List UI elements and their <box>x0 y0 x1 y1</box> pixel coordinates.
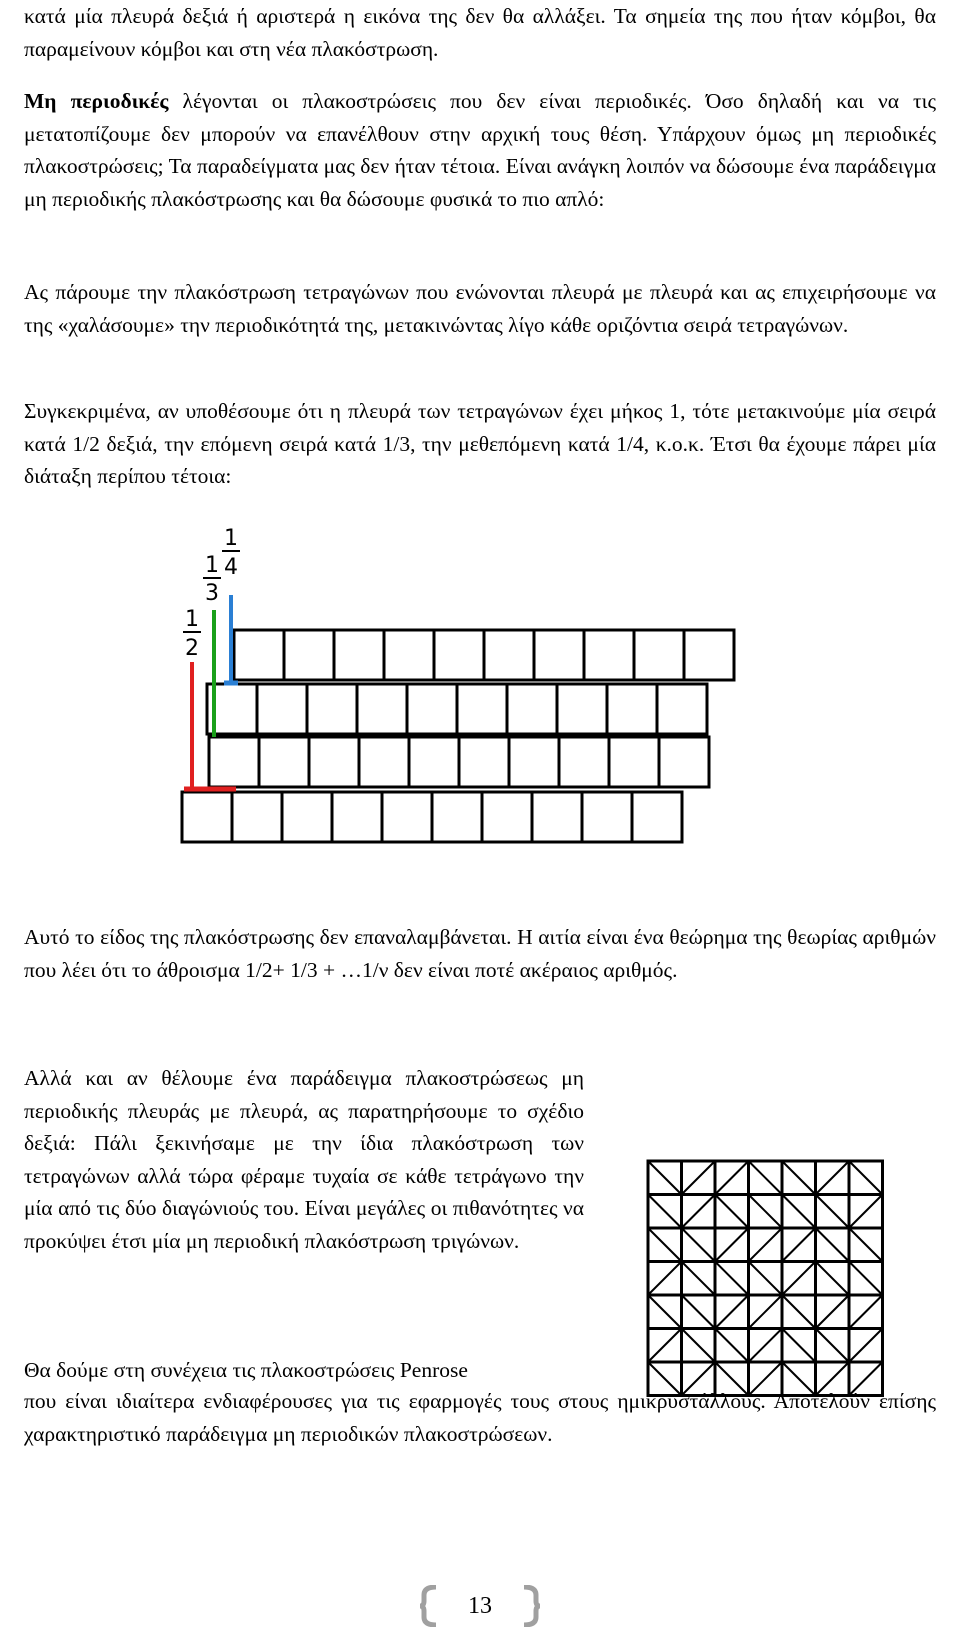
tile-square <box>659 737 709 787</box>
tile-square <box>432 792 482 842</box>
paragraph-3: Ας πάρουμε την πλακόστρωση τετραγώνων που ενώνονται πλευρά με πλευρά και ας επιχειρήσουμε να της «χαλάσουμε» την περιοδικότητά της, μετακινώντας λίγο κάθε οριζόντια σειρά τετραγώνων. <box>24 280 936 337</box>
paragraph-5: Αυτό το είδος της πλακόστρωσης δεν επαναλαμβάνεται. Η αιτία είναι ένα θεώρημα της θεωρίας αριθμών που λέει ότι το άθροισμα 1/2+ 1/3 + …1/ν δεν είναι ποτέ ακέραιος αριθμός. <box>24 925 936 982</box>
page-number: 13 <box>468 1593 492 1619</box>
fraction-numerator: 1 <box>185 607 199 632</box>
tile-square <box>534 630 584 680</box>
tile-square <box>482 792 532 842</box>
tile-square <box>382 792 432 842</box>
tile-square <box>607 684 657 734</box>
tile-square <box>334 630 384 680</box>
tile-square <box>384 630 434 680</box>
tile-square <box>307 684 357 734</box>
tile-square <box>457 684 507 734</box>
tile-square <box>609 737 659 787</box>
term-non-periodic: Μη περιοδικές <box>24 89 169 113</box>
fraction-numerator: 1 <box>224 526 238 551</box>
tile-square <box>532 792 582 842</box>
tile-square <box>209 737 259 787</box>
fraction-denominator: 2 <box>185 636 199 661</box>
tile-square <box>232 792 282 842</box>
paragraph-6: Αλλά και αν θέλουμε ένα παράδειγμα πλακοστρώσεως μη περιοδικής πλευράς με πλευρά, ας παρατηρήσουμε το σχέδιο δεξιά: Πάλι ξεκινήσαμε με την ίδια πλακόστρωση των τετραγώνων αλλά τώρα φέραμε τυχαία σε κάθε τετράγωνο την μία από τις δύο διαγώνιούς του. Είναι μεγάλες οι πιθανότητες να προκύψει έτσι μία μη περιοδική πλακόστρωση τριγώνων. <box>24 1066 584 1253</box>
paragraph-7a: Θα δούμε στη συνέχεια τις πλακοστρώσεις Penrose <box>24 1358 468 1382</box>
tile-square <box>234 630 284 680</box>
paragraph-4: Συγκεκριμένα, αν υποθέσουμε ότι η πλευρά των τετραγώνων έχει μήκος 1, τότε μετακινούμε μία σειρά κατά 1/2 δεξιά, την επόμενη σειρά κατά 1/3, την μεθεπόμενη κατά 1/4, κ.ο.κ. Έτσι θα έχουμε πάρει μία διάταξη περίπου τέτοια: <box>24 399 936 488</box>
tile-square <box>684 630 734 680</box>
tile-square <box>509 737 559 787</box>
tile-square <box>632 792 682 842</box>
tile-square <box>259 737 309 787</box>
tile-square <box>584 630 634 680</box>
tile-square <box>332 792 382 842</box>
paragraph-1: κατά μία πλευρά δεξιά ή αριστερά η εικόνα της δεν θα αλλάξει. Τα σημεία της που ήταν κόμβοι, θα παραμείνουν κόμβοι και στη νέα πλακόστρωση. <box>24 4 936 61</box>
tile-square <box>434 630 484 680</box>
tile-square <box>359 737 409 787</box>
fraction-denominator: 4 <box>224 555 238 580</box>
tile-square <box>582 792 632 842</box>
tile-square <box>507 684 557 734</box>
page-footer <box>420 1585 540 1627</box>
paragraph-7b: που είναι ιδιαίτερα ενδιαφέρουσες για τις εφαρμογές τους στους ημικρυστάλλους. Αποτελούν επίσης χαρακτηριστικό παράδειγμα μη περιοδικών πλακοστρώσεων. <box>24 1389 936 1446</box>
paragraph-2-text: λέγονται οι πλακοστρώσεις που δεν είναι περιοδικές. Όσο δηλαδή και να τις μετατοπίζουμε δεν μπορούν να επανέλθουν στην αρχική τους θέση. Υπάρχουν όμως μη περιοδικές πλακοστρώσεις; Τα παραδείγματα μας δεν ήταν τέτοια. Είναι ανάγκη λοιπόν να δώσουμε ένα παράδειγμα μη περιοδικής πλακόστρωσης και θα δώσουμε φυσικά το πιο απλό: <box>24 89 936 211</box>
tile-square <box>257 684 307 734</box>
fraction-numerator: 1 <box>205 553 219 578</box>
tile-square <box>657 684 707 734</box>
tile-square <box>407 684 457 734</box>
tile-square <box>557 684 607 734</box>
tile-square <box>182 792 232 842</box>
tile-square <box>309 737 359 787</box>
tile-square <box>484 630 534 680</box>
tile-square <box>284 630 334 680</box>
tile-square <box>409 737 459 787</box>
tile-square <box>559 737 609 787</box>
tile-square <box>459 737 509 787</box>
tile-square <box>282 792 332 842</box>
fraction-denominator: 3 <box>205 581 219 606</box>
tile-square <box>357 684 407 734</box>
tile-square <box>634 630 684 680</box>
